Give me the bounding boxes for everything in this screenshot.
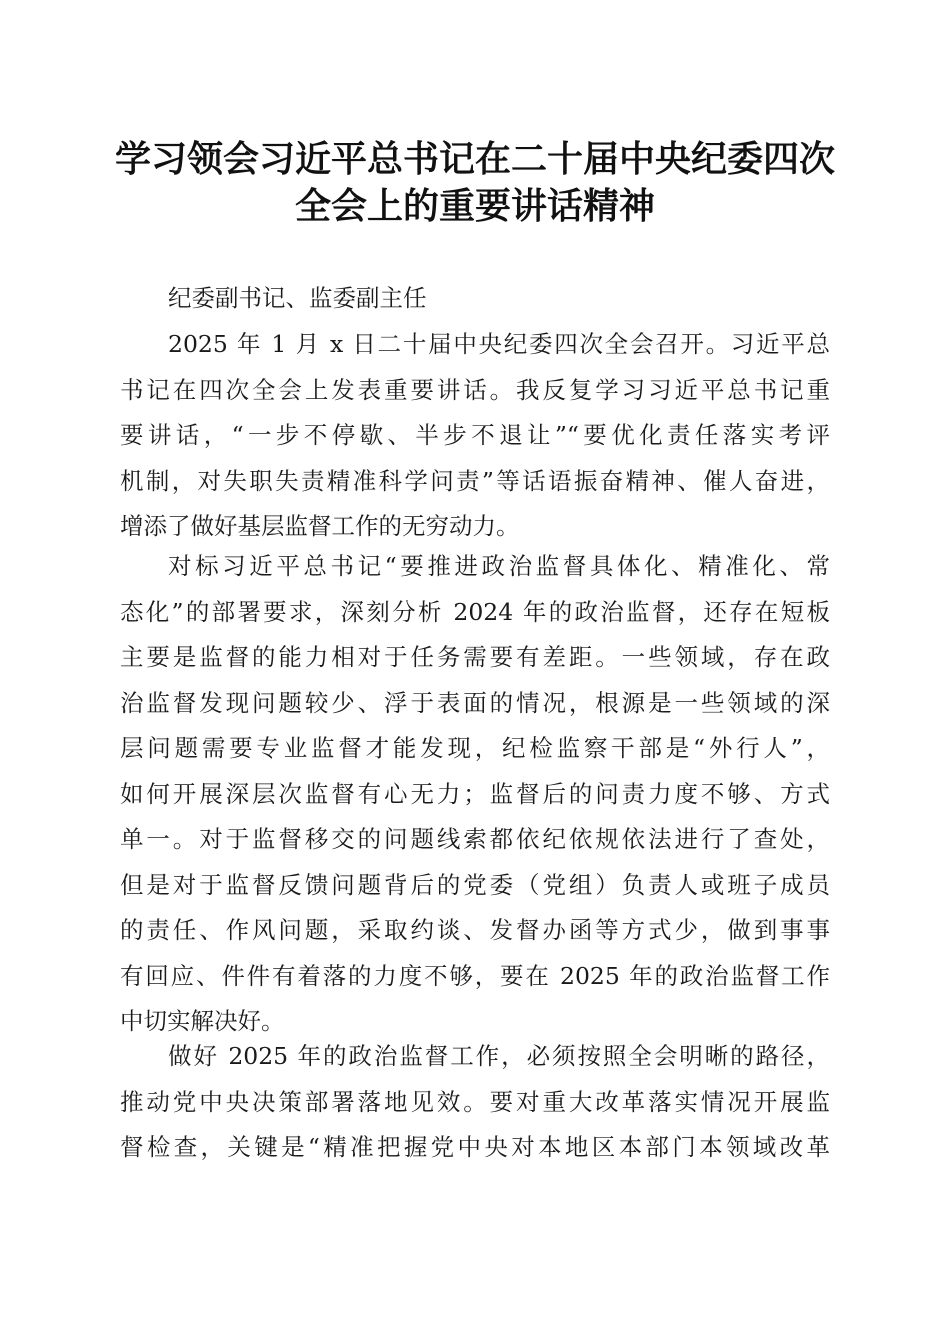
paragraph-line: 治监督发现问题较少、浮于表面的情况，根源是一些领域的深 <box>120 688 830 717</box>
paragraph-3 <box>120 1034 830 1171</box>
paragraph-line: 推动党中央决策部署落地见效。要对重大改革落实情况开展监 <box>120 1087 830 1116</box>
paragraph-line: 增添了做好基层监督工作的无穷动力。 <box>120 512 520 540</box>
paragraph-2 <box>120 544 830 1045</box>
paragraph-line: 中切实解决好。 <box>120 1007 285 1035</box>
author-line <box>120 276 830 322</box>
paragraph-1 <box>120 322 830 550</box>
paragraph-line: 机制，对失职失责精准科学问责”等话语振奋精神、催人奋进， <box>120 466 830 495</box>
paragraph-line: 要讲话，“一步不停歇、半步不退让”“要优化责任落实考评 <box>120 421 830 449</box>
author-text: 纪委副书记、监委副主任 <box>168 284 427 312</box>
paragraph-line: 但是对于监督反馈问题背后的党委（党组）负责人或班子成员 <box>120 870 830 899</box>
paragraph-line: 单一。对于监督移交的问题线索都依纪依规依法进行了查处， <box>120 825 830 853</box>
document-title-line-1: 学习领会习近平总书记在二十届中央纪委四次 <box>114 138 835 180</box>
paragraph-line: 如何开展深层次监督有心无力；监督后的问责力度不够、方式 <box>120 779 830 808</box>
paragraph-line: 对标习近平总书记“要推进政治监督具体化、精准化、常 <box>168 552 830 580</box>
document-title-line-2: 全会上的重要讲话精神 <box>294 185 655 227</box>
paragraph-line: 的责任、作风问题，采取约谈、发督办函等方式少，做到事事 <box>120 916 830 944</box>
paragraph-line: 做好 2025 年的政治监督工作，必须按照全会明晰的路径， <box>168 1042 830 1070</box>
paragraph-line: 2025 年 1 月 x 日二十届中央纪委四次全会召开。习近平总 <box>168 330 830 358</box>
paragraph-line: 态化”的部署要求，深刻分析 2024 年的政治监督，还存在短板 <box>120 597 830 626</box>
paragraph-line: 层问题需要专业监督才能发现，纪检监察干部是“外行人”， <box>120 734 830 762</box>
paragraph-line: 有回应、件件有着落的力度不够，要在 2025 年的政治监督工作 <box>120 961 830 990</box>
paragraph-line: 书记在四次全会上发表重要讲话。我反复学习习近平总书记重 <box>120 375 830 404</box>
paragraph-line: 督检查，关键是“精准把握党中央对本地区本部门本领域改革 <box>120 1133 830 1161</box>
paragraph-line: 主要是监督的能力相对于任务需要有差距。一些领域，存在政 <box>120 643 830 671</box>
